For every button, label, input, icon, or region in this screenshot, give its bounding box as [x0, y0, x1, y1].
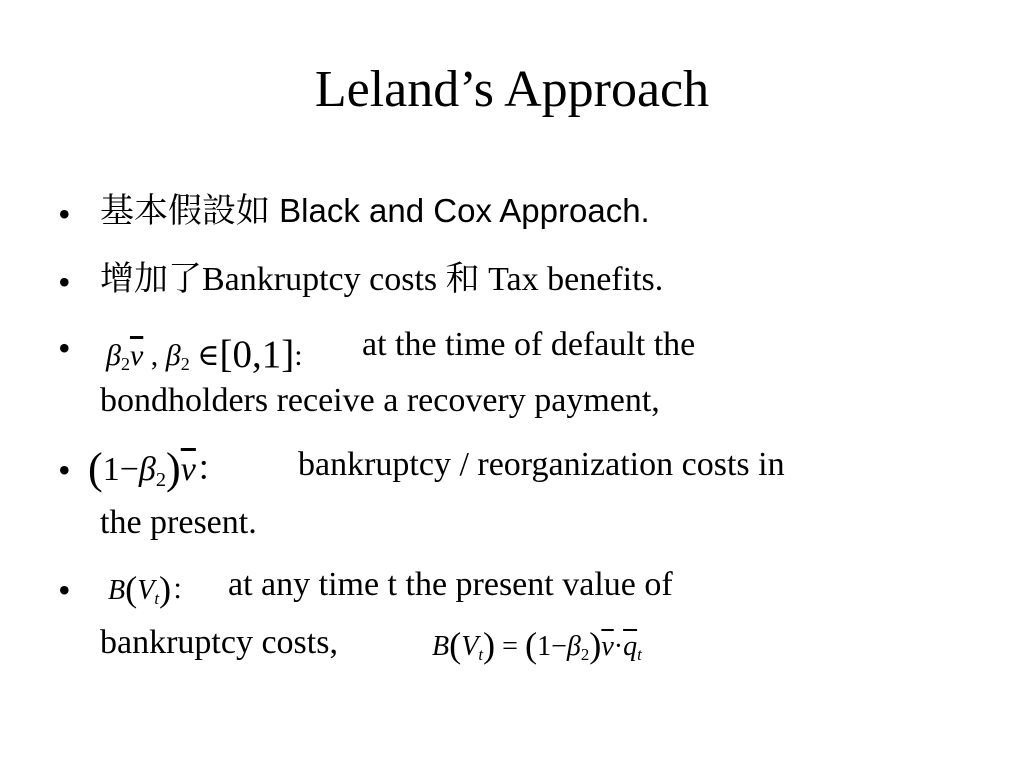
bullet-2-text-b: Tax benefits. [479, 261, 664, 298]
left-paren: ( [88, 443, 103, 493]
B-symbol: B [108, 575, 126, 606]
bullet-marker: • [58, 450, 71, 490]
left-paren: ( [125, 569, 138, 610]
subscript: 2 [580, 645, 590, 665]
comma: , [150, 339, 159, 372]
bullet-1-latin: Black and Cox Approach. [270, 192, 650, 229]
bullet-2-text-a: Bankruptcy costs [202, 261, 446, 298]
bullet-3-math [106, 330, 303, 375]
B-symbol: B [432, 631, 450, 662]
dot-operator: · [613, 631, 624, 662]
bullet-3-line-1: at the time of default the [362, 326, 696, 363]
bullet-1-text [100, 191, 650, 231]
v-bar-symbol: $\overline{v}$ [601, 631, 614, 662]
element-of-symbol: ∈ [197, 339, 220, 372]
right-paren: ) [166, 443, 181, 493]
bullet-4-line-1: bankruptcy / reorganization costs in [298, 446, 785, 483]
minus: − [551, 631, 567, 662]
beta-symbol: β [165, 339, 181, 372]
interval: [0,1] [219, 333, 295, 377]
colon: ： [171, 575, 200, 606]
one: 1 [102, 451, 120, 488]
bullet-marker: • [58, 194, 71, 234]
bullet-2-cjk-mid: 和 [445, 259, 480, 299]
bullet-marker: • [58, 328, 71, 368]
bullet-3-line-2: bondholders receive a recovery payment, [100, 382, 660, 419]
one: 1 [537, 631, 552, 662]
bullet-1-cjk: 基本假設如 [100, 191, 270, 231]
v-bar-symbol: $\overline{v}$ [129, 339, 144, 372]
bullet-2-cjk-prefix: 增加了 [100, 259, 202, 299]
right-paren: ) [589, 625, 602, 666]
beta-symbol: β [138, 451, 156, 488]
bullet-4-line-2: the present. [100, 504, 257, 541]
beta-symbol: β [106, 339, 121, 372]
subscript-t: t [478, 645, 484, 665]
v-bar-symbol: $\overline{v}$ [180, 451, 196, 488]
slide-title: Leland’s Approach [314, 61, 710, 118]
left-paren: ( [449, 625, 462, 666]
bankruptcy-cost-formula [432, 622, 642, 664]
q-bar-symbol: $\overline{q}$ [623, 631, 638, 662]
subscript: 2 [180, 354, 190, 375]
bullet-5-line-1: at any time t the present value of [228, 566, 673, 603]
colon: ： [195, 451, 230, 488]
V-symbol: V [137, 575, 155, 606]
subscript-t: t [637, 645, 642, 665]
beta-symbol: β [566, 631, 581, 662]
bullet-marker: • [58, 262, 71, 302]
right-paren: ) [483, 625, 496, 666]
V-symbol: V [461, 631, 479, 662]
left-paren: ( [524, 625, 538, 666]
bullet-4-math [88, 440, 230, 491]
subscript: 2 [155, 469, 167, 492]
colon: : [294, 339, 303, 372]
bullet-2-text [100, 259, 664, 299]
minus: − [119, 451, 139, 488]
subscript-t: t [154, 589, 160, 609]
equals: = [502, 631, 518, 662]
bullet-5-math [108, 566, 199, 608]
bullet-5-line-2: bankruptcy costs, [100, 624, 338, 661]
right-paren: ) [159, 569, 172, 610]
subscript: 2 [120, 354, 130, 375]
bullet-marker: • [58, 570, 71, 610]
